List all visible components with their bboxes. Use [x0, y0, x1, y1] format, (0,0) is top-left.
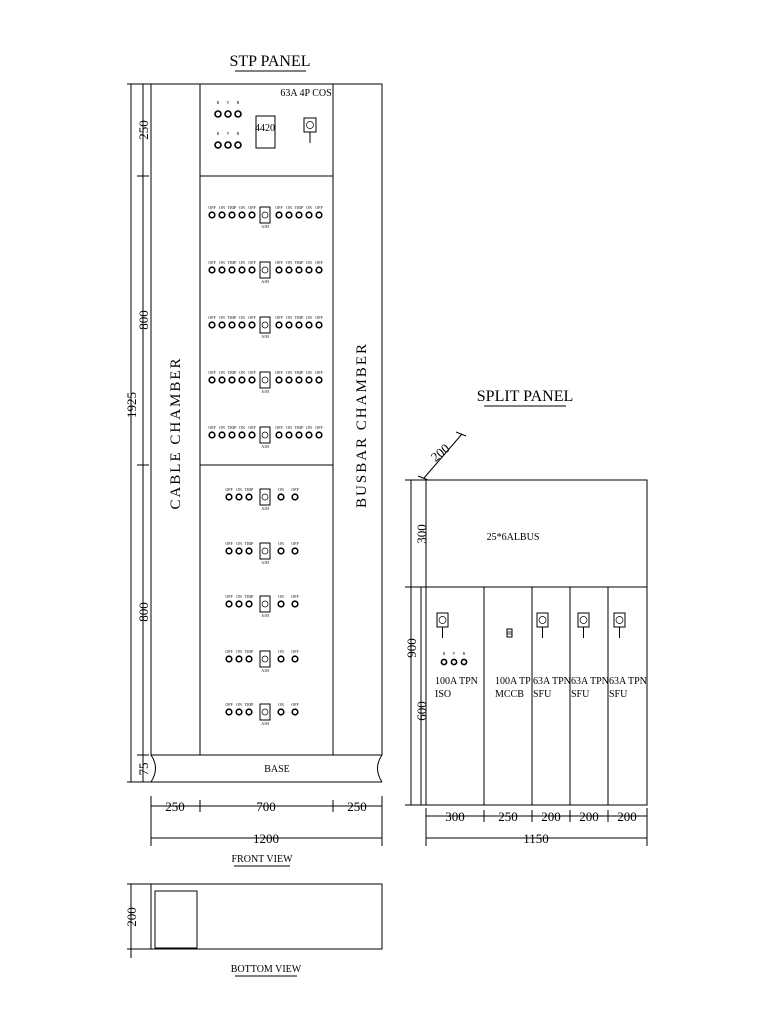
indicator-lamp	[246, 601, 252, 607]
lamp-label: TRIP	[244, 541, 254, 546]
dim-800-lower: 800	[136, 602, 151, 622]
indicator-lamp	[316, 432, 322, 438]
lamp-label: OFF	[315, 370, 323, 375]
indicator-lamp	[249, 322, 255, 328]
switch-knob	[539, 617, 546, 624]
front-view-label: FRONT VIEW	[231, 854, 293, 865]
selector-knob	[262, 432, 268, 438]
indicator-lamp	[278, 494, 284, 500]
lamp-label: TRIP	[244, 649, 254, 654]
lamp-label: OFF	[291, 594, 299, 599]
indicator-lamp	[278, 656, 284, 662]
selector-switch	[260, 207, 270, 223]
feeder-row	[225, 541, 299, 565]
switch-knob	[307, 122, 314, 129]
indicator-lamp	[278, 548, 284, 554]
rybl-label: Y	[452, 651, 456, 656]
selector-knob	[262, 656, 268, 662]
selector-switch	[260, 317, 270, 333]
lamp-label: OFF	[315, 315, 323, 320]
lamp-label: OFF	[208, 370, 216, 375]
dim-900: 900	[404, 638, 419, 658]
indicator-lamp	[249, 432, 255, 438]
feeder-row	[208, 315, 323, 339]
indicator-lamp	[239, 212, 245, 218]
indicator-lamp	[235, 142, 241, 148]
indicator-lamp	[236, 494, 242, 500]
lamp-label: TRIP	[227, 260, 237, 265]
selector-knob	[262, 267, 268, 273]
selector-knob	[262, 377, 268, 383]
indicator-lamp	[239, 267, 245, 273]
selector-switch	[260, 651, 270, 667]
indicator-lamp	[215, 111, 221, 117]
lamp-label: TRIP	[294, 205, 304, 210]
lamp-label: ON	[286, 315, 292, 320]
rybl-label: B	[462, 651, 466, 656]
lamp-label: ON	[306, 205, 312, 210]
indicator-lamp	[236, 548, 242, 554]
lamp-label: TRIP	[294, 260, 304, 265]
switch-label: A/M	[261, 668, 269, 673]
indicator-lamp	[286, 377, 292, 383]
lamp-label: OFF	[315, 260, 323, 265]
indicator-lamp	[229, 432, 235, 438]
section-label-line1: 100A TP	[495, 676, 531, 687]
rybl-label: Y	[226, 131, 230, 136]
indicator-lamp	[276, 432, 282, 438]
indicator-lamp	[209, 377, 215, 383]
indicator-lamp	[249, 267, 255, 273]
lamp-label: TRIP	[244, 594, 254, 599]
indicator-lamp	[249, 212, 255, 218]
lamp-label: TRIP	[227, 370, 237, 375]
lamp-label: OFF	[248, 205, 256, 210]
isolator-switch	[437, 613, 448, 627]
indicator-lamp	[209, 212, 215, 218]
selector-switch	[260, 262, 270, 278]
section-dim: 300	[445, 809, 465, 824]
selector-knob	[262, 212, 268, 218]
indicator-lamp	[209, 432, 215, 438]
dim-1150: 1150	[523, 831, 549, 846]
rybl-label: R	[216, 131, 220, 136]
indicator-lamp	[286, 432, 292, 438]
lamp-label: ON	[236, 487, 242, 492]
indicator-lamp	[296, 322, 302, 328]
lamp-label: OFF	[275, 260, 283, 265]
rybl-label: R	[216, 100, 220, 105]
indicator-lamp	[229, 267, 235, 273]
lamp-label: TRIP	[227, 205, 237, 210]
lower-feeder-rows	[225, 487, 299, 726]
lamp-label: ON	[219, 425, 225, 430]
dim-250-left: 250	[165, 799, 185, 814]
selector-switch	[260, 543, 270, 559]
switch-knob	[580, 617, 587, 624]
indicator-lamp	[316, 322, 322, 328]
indicator-lamp	[226, 548, 232, 554]
lamp-label: TRIP	[227, 425, 237, 430]
lamp-label: ON	[286, 205, 292, 210]
indicator-lamp	[239, 322, 245, 328]
selector-switch	[260, 489, 270, 505]
section-dim: 200	[541, 809, 561, 824]
stp-outline	[151, 84, 382, 755]
lamp-label: OFF	[275, 370, 283, 375]
dim-800-upper: 800	[136, 310, 151, 330]
lamp-label: OFF	[248, 370, 256, 375]
lamp-label: ON	[236, 649, 242, 654]
lamp-label: OFF	[291, 487, 299, 492]
lamp-label: ON	[306, 425, 312, 430]
lamp-label: OFF	[208, 425, 216, 430]
indicator-lamp	[276, 267, 282, 273]
lamp-label: ON	[286, 425, 292, 430]
lamp-label: TRIP	[294, 425, 304, 430]
indicator-lamp	[278, 601, 284, 607]
dim-200: 200	[124, 907, 139, 927]
feeder-row	[208, 370, 323, 394]
section-label-line2: SFU	[609, 689, 628, 700]
indicator-lamp	[296, 377, 302, 383]
indicator-lamp	[316, 267, 322, 273]
selector-knob	[262, 322, 268, 328]
indicator-lamp	[225, 142, 231, 148]
bottom-view-label: BOTTOM VIEW	[230, 964, 302, 975]
feeder-row	[208, 260, 323, 284]
lamp-label: TRIP	[227, 315, 237, 320]
indicator-lamp	[286, 267, 292, 273]
indicator-lamp	[296, 432, 302, 438]
busbar-label: 25*6ALBUS	[486, 532, 540, 543]
feeder-row	[208, 205, 323, 229]
section-label-line2: ISO	[435, 689, 452, 700]
dim-75: 75	[136, 762, 151, 776]
indicator-lamp	[286, 322, 292, 328]
lamp-label: ON	[278, 541, 284, 546]
selector-switch	[260, 427, 270, 443]
dim-300: 300	[414, 524, 429, 544]
lamp-label: OFF	[275, 315, 283, 320]
lamp-label: OFF	[208, 315, 216, 320]
lamp-label: ON	[306, 315, 312, 320]
indicator-lamp	[306, 212, 312, 218]
indicator-lamp	[246, 656, 252, 662]
lamp-label: OFF	[315, 425, 323, 430]
indicator-lamp	[239, 377, 245, 383]
lamp-label: ON	[236, 702, 242, 707]
feeder-row	[225, 702, 299, 726]
indicator-lamp	[229, 322, 235, 328]
indicator-lamp	[226, 656, 232, 662]
indicator-lamp	[292, 548, 298, 554]
indicator-lamp	[296, 212, 302, 218]
switch-label: A/M	[261, 721, 269, 726]
lamp-label: OFF	[225, 541, 233, 546]
indicator-lamp	[229, 212, 235, 218]
indicator-lamp	[229, 377, 235, 383]
indicator-lamp	[246, 709, 252, 715]
indicator-lamp	[215, 142, 221, 148]
lamp-label: ON	[219, 260, 225, 265]
indicator-lamp	[219, 322, 225, 328]
indicator-lamp	[461, 659, 466, 664]
indicator-lamp	[236, 656, 242, 662]
indicator-lamp	[316, 212, 322, 218]
rybl-label: B	[236, 100, 240, 105]
rybl-label: R	[442, 651, 446, 656]
lamp-label: OFF	[208, 260, 216, 265]
bottom-view-outline	[151, 884, 382, 949]
split-panel	[404, 388, 647, 846]
indicator-lamp	[209, 322, 215, 328]
split-panel-title: SPLIT PANEL	[476, 388, 574, 405]
indicator-lamp	[236, 709, 242, 715]
section-label-line2: SFU	[571, 689, 590, 700]
lamp-label: ON	[286, 370, 292, 375]
meter-label: 4420	[255, 123, 275, 134]
indicator-lamp	[219, 432, 225, 438]
lamp-label: OFF	[248, 260, 256, 265]
lamp-label: OFF	[225, 702, 233, 707]
lamp-label: OFF	[225, 487, 233, 492]
selector-knob	[262, 494, 268, 500]
lamp-label: OFF	[275, 425, 283, 430]
stp-panel	[124, 53, 382, 866]
feeder-row	[225, 487, 299, 511]
dim-250: 250	[136, 120, 151, 140]
indicator-lamp	[306, 322, 312, 328]
switch-label: A/M	[261, 389, 269, 394]
switch-label: A/M	[261, 560, 269, 565]
lamp-label: OFF	[208, 205, 216, 210]
switch-label: A/M	[261, 506, 269, 511]
changeover-switch	[304, 118, 316, 132]
indicator-lamp	[226, 709, 232, 715]
switch-knob	[616, 617, 623, 624]
indicator-lamp	[296, 267, 302, 273]
incomer-label: 63A 4P COS	[280, 88, 332, 99]
lamp-label: ON	[236, 541, 242, 546]
section-label-line1: 100A TPN	[435, 676, 478, 687]
lamp-label: ON	[219, 315, 225, 320]
lamp-label: OFF	[291, 649, 299, 654]
lamp-label: ON	[306, 370, 312, 375]
stp-panel-title: STP PANEL	[229, 53, 311, 70]
feeder-row	[225, 594, 299, 618]
dim-700: 700	[256, 799, 276, 814]
indicator-lamp	[292, 656, 298, 662]
lamp-label: ON	[278, 594, 284, 599]
lamp-label: ON	[236, 594, 242, 599]
lamp-label: OFF	[225, 594, 233, 599]
busbar-chamber-label: BUSBAR CHAMBER	[354, 342, 370, 508]
lamp-label: OFF	[248, 425, 256, 430]
rybl-label: Y	[226, 100, 230, 105]
lamp-label: ON	[239, 425, 245, 430]
indicator-lamp	[276, 212, 282, 218]
feeder-row	[225, 649, 299, 673]
indicator-lamp	[219, 377, 225, 383]
selector-switch	[260, 596, 270, 612]
base-label: BASE	[264, 764, 290, 775]
upper-feeder-rows	[208, 205, 323, 449]
lamp-label: ON	[219, 370, 225, 375]
lamp-label: ON	[278, 487, 284, 492]
switch-knob	[439, 617, 446, 624]
section-dim: 200	[579, 809, 599, 824]
cable-chamber-label: CABLE CHAMBER	[168, 356, 184, 510]
lamp-label: OFF	[225, 649, 233, 654]
lamp-label: ON	[286, 260, 292, 265]
section-label-line2: SFU	[533, 689, 552, 700]
lamp-label: ON	[239, 260, 245, 265]
split-outline	[426, 480, 647, 805]
section-label-line1: 63A TPN	[609, 676, 647, 687]
indicator-lamp	[292, 601, 298, 607]
dim-tick	[418, 476, 428, 480]
indicator-lamp	[209, 267, 215, 273]
lamp-label: ON	[239, 205, 245, 210]
stp-vertical-dimensions	[124, 84, 155, 782]
indicator-lamp	[441, 659, 446, 664]
lamp-label: TRIP	[244, 487, 254, 492]
indicator-lamp	[306, 377, 312, 383]
switch-label: A/M	[261, 279, 269, 284]
feeder-row	[208, 425, 323, 449]
indicator-lamp	[225, 111, 231, 117]
bottom-view	[124, 884, 382, 976]
indicator-lamp	[249, 377, 255, 383]
indicator-lamp	[276, 377, 282, 383]
section-label-line1: 63A TPN	[571, 676, 609, 687]
switch-label: A/M	[261, 444, 269, 449]
indicator-lamp	[236, 601, 242, 607]
indicator-lamp	[451, 659, 456, 664]
indicator-lamp	[286, 212, 292, 218]
indicator-lamp	[226, 601, 232, 607]
depth-dim-200: 200	[427, 440, 453, 465]
indicator-lamp	[246, 548, 252, 554]
dim-1925: 1925	[124, 392, 139, 418]
dim-1200: 1200	[253, 831, 279, 846]
lamp-label: ON	[239, 370, 245, 375]
indicator-lamp	[235, 111, 241, 117]
switch-label: A/M	[261, 334, 269, 339]
section-label-line1: 63A TPN	[533, 676, 571, 687]
indicator-lamp	[219, 212, 225, 218]
lamp-label: ON	[219, 205, 225, 210]
indicator-lamp	[292, 709, 298, 715]
lamp-label: OFF	[291, 541, 299, 546]
indicator-lamp	[246, 494, 252, 500]
lamp-label: OFF	[248, 315, 256, 320]
selector-knob	[262, 709, 268, 715]
dim-250-right: 250	[347, 799, 367, 814]
section-label-line2: MCCB	[495, 689, 524, 700]
lamp-label: ON	[278, 649, 284, 654]
indicator-lamp	[278, 709, 284, 715]
indicator-lamp	[239, 432, 245, 438]
selector-switch	[260, 704, 270, 720]
gland-plate	[155, 891, 197, 948]
lamp-label: OFF	[275, 205, 283, 210]
switch-label: A/M	[261, 613, 269, 618]
selector-knob	[262, 601, 268, 607]
indicator-lamp	[316, 377, 322, 383]
indicator-lamp	[226, 494, 232, 500]
section-dim: 200	[617, 809, 637, 824]
indicator-lamp	[219, 267, 225, 273]
lamp-label: ON	[278, 702, 284, 707]
lamp-label: TRIP	[294, 370, 304, 375]
section-dim: 250	[498, 809, 518, 824]
selector-switch	[260, 372, 270, 388]
incomer-section	[215, 88, 332, 148]
stp-horizontal-dimensions	[151, 796, 382, 866]
indicator-lamp	[306, 432, 312, 438]
lamp-label: ON	[239, 315, 245, 320]
lamp-label: OFF	[291, 702, 299, 707]
indicator-lamp	[276, 322, 282, 328]
rybl-label: B	[236, 131, 240, 136]
selector-knob	[262, 548, 268, 554]
lamp-label: TRIP	[244, 702, 254, 707]
switch-label: A/M	[261, 224, 269, 229]
lamp-label: TRIP	[294, 315, 304, 320]
indicator-lamp	[292, 494, 298, 500]
mccb-symbol	[507, 629, 512, 637]
dim-600: 600	[414, 701, 429, 721]
lamp-label: ON	[306, 260, 312, 265]
indicator-lamp	[306, 267, 312, 273]
lamp-label: OFF	[315, 205, 323, 210]
